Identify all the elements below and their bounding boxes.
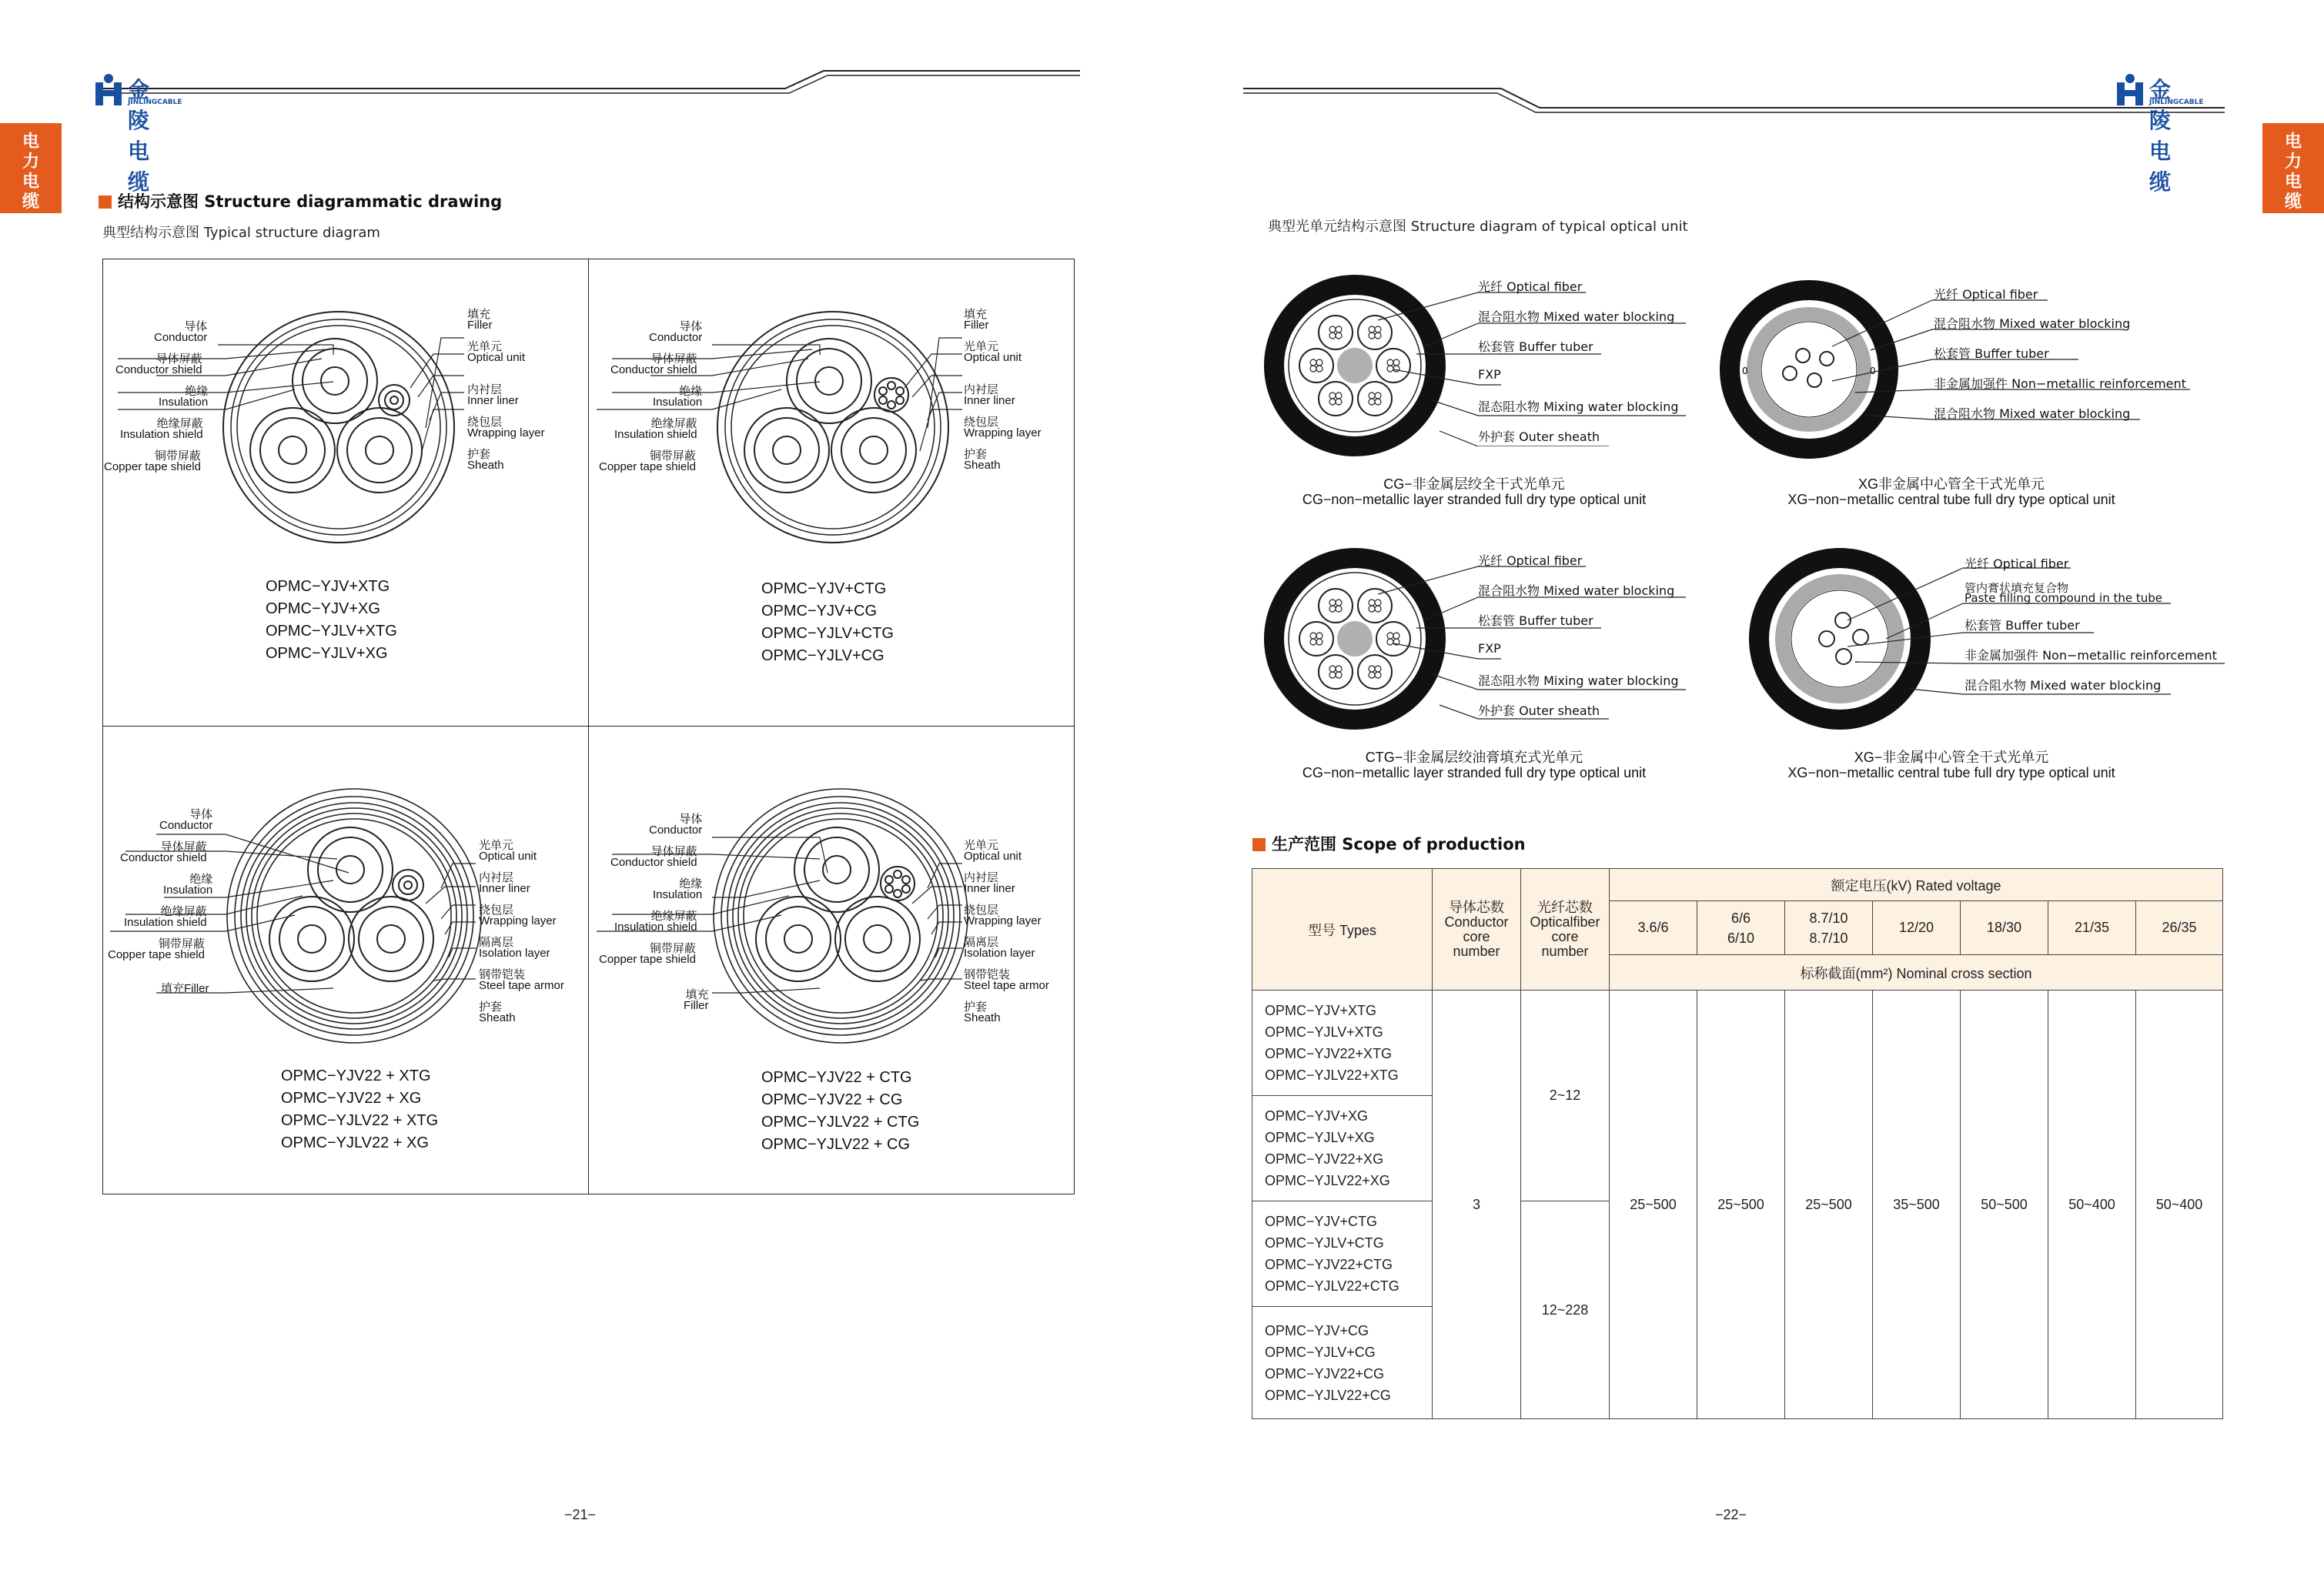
section-marker [1252,838,1266,851]
model-list: OPMC−YJV22 + XTG OPMC−YJV22 + XG OPMC−YJLV22 + XTG OPMC−YJLV22 + XG [281,1067,439,1151]
leader-lines [1355,277,1694,446]
label-optical-unit: 光单元 Optical unit [964,340,1022,364]
label-steel-tape-armor: 钢带铠装 Steel tape armor [479,968,564,992]
range-18-30: 50~500 [1961,991,2048,1419]
optical-unit-caption: XG非金属中心管全干式光单元 XG−non−metallic central tube full dry type optical unit [1787,476,2115,507]
label-copper-tape-shield: 铜带屏蔽 Copper tape shield [104,449,201,473]
label-filler: 填充 Filler [467,308,493,332]
label-conductor-shield: 导体屏蔽 Conductor shield [115,352,202,376]
label-conductor: 导体 Conductor [649,813,703,837]
label-fxp: FXP [1478,641,1501,656]
label-mixed-water-blocking: 混合阻水物 Mixed water blocking [1965,678,2162,693]
label-mixed-water-blocking: 混合阻水物 Mixed water blocking [1478,583,1675,598]
range-6-6: 25~500 [1697,991,1785,1419]
label-conductor: 导体 Conductor [159,808,213,832]
optical-unit-caption: XG−非金属中心管全干式光单元 XG−non−metallic central tube full dry type optical unit [1787,750,2115,780]
label-paste-filling-cn: 管内膏状填充复合物 [1965,581,2069,595]
label-buffer-tuber: 松套管 Buffer tuber [1934,346,2049,361]
header-conductor-cores: 导体芯数 Conductor core number [1433,869,1521,991]
header-nominal-cross-section: 标称截面(mm²) Nominal cross section [1610,955,2223,991]
label-conductor-shield: 导体屏蔽 Conductor shield [610,352,697,376]
label-fxp: FXP [1478,367,1501,382]
types-group-cg: OPMC−YJV+CG OPMC−YJLV+CG OPMC−YJV22+CG OPMC−YJLV22+CG [1252,1307,1433,1419]
label-optical-unit: 光单元 Optical unit [479,839,537,863]
label-outer-sheath: 外护套 Outer sheath [1478,703,1600,718]
voltage-21-35: 21/35 [2048,901,2136,955]
label-inner-liner: 内衬层 Inner liner [467,383,519,407]
label-insulation-shield: 绝缘屏蔽 Insulation shield [614,910,697,934]
label-insulation-shield: 绝缘屏蔽 Insulation shield [120,417,203,441]
label-inner-liner: 内衬层 Inner liner [964,871,1015,895]
model-list: OPMC−YJV+CTG OPMC−YJV+CG OPMC−YJLV+CTG OPMC−YJLV+CG [761,580,894,664]
label-copper-tape-shield: 铜带屏蔽 Copper tape shield [599,449,696,473]
label-sheath: 护套 Sheath [964,448,1001,472]
page-number-right: −22− [1715,1507,1747,1522]
brand-name-en: JINLINGCABLE [2149,99,2204,106]
label-conductor: 导体 Conductor [649,320,703,344]
label-insulation-shield: 绝缘屏蔽 Insulation shield [124,905,207,929]
label-insulation: 绝缘 Insulation [159,385,209,409]
label-sheath: 护套 Sheath [964,1001,1001,1024]
fiber-cores-2-12: 2~12 [1521,991,1610,1201]
side-tab-left: 电力电缆 [0,123,62,213]
label-mixed-water-blocking: 混合阻水物 Mixed water blocking [1478,309,1675,324]
label-optical-unit: 光单元 Optical unit [964,839,1022,863]
label-buffer-tuber: 松套管 Buffer tuber [1965,618,2080,633]
label-non-metallic-reinforcement: 非金属加强件 Non−metallic reinforcement [1965,648,2217,663]
logo-icon [2115,73,2146,107]
brand-name-en: JINLINGCABLE [128,99,182,106]
fiber-cores-12-228: 12~228 [1521,1201,1610,1419]
label-conductor: 导体 Conductor [154,320,208,344]
voltage-26-35: 26/35 [2136,901,2223,955]
label-optical-fiber: 光纤 Optical fiber [1478,553,1583,568]
brand-name: 金陵电缆 [2149,77,2172,195]
label-filler: 填充 Filler [964,308,989,332]
label-insulation-shield: 绝缘屏蔽 Insulation shield [614,417,697,441]
label-sheath: 护套 Sheath [467,448,504,472]
label-sheath: 护套 Sheath [479,1001,516,1024]
label-mixing-water-blocking: 混态阻水物 Mixing water blocking [1478,673,1679,688]
svg-text:0: 0 [1870,366,1876,376]
label-steel-tape-armor: 钢带铠装 Steel tape armor [964,968,1049,992]
structure-subtitle: 典型结构示意图 Typical structure diagram [102,225,380,241]
range-21-35: 50~400 [2048,991,2136,1419]
optical-unit-caption: CTG−非金属层绞油膏填充式光单元 CG−non−metallic layer stranded full dry type optical unit [1302,750,1647,780]
label-inner-liner: 内衬层 Inner liner [964,383,1015,407]
label-conductor-shield: 导体屏蔽 Conductor shield [610,845,697,869]
voltage-12-20: 12/20 [1873,901,1961,955]
label-wrapping-layer: 绕包层 Wrapping layer [964,904,1042,927]
conductor-cores-value: 3 [1433,991,1521,1419]
types-group-xtg: OPMC−YJV+XTG OPMC−YJLV+XTG OPMC−YJV22+XTG OPMC−YJLV22+XTG [1252,991,1433,1096]
label-copper-tape-shield: 铜带屏蔽 Copper tape shield [599,942,696,966]
range-8-7-10: 25~500 [1785,991,1873,1419]
label-copper-tape-shield: 铜带屏蔽 Copper tape shield [108,937,205,961]
label-conductor-shield: 导体屏蔽 Conductor shield [120,840,207,864]
label-filler: 填充 Filler [684,988,709,1012]
label-insulation: 绝缘 Insulation [163,873,213,897]
voltage-3-6-6: 3.6/6 [1610,901,1697,955]
model-list: OPMC−YJV22 + CTG OPMC−YJV22 + CG OPMC−YJLV22 + CTG OPMC−YJLV22 + CG [761,1069,920,1153]
svg-text:0: 0 [1742,366,1748,376]
page-number-left: −21− [564,1507,597,1522]
label-outer-sheath: 外护套 Outer sheath [1478,429,1600,444]
optical-unit-title: 典型光单元结构示意图 Structure diagram of typical optical unit [1268,219,1688,235]
header-rule [0,0,2324,123]
label-mixed-water-blocking-2: 混合阻水物 Mixed water blocking [1934,406,2131,421]
header-rated-voltage: 额定电压(kV) Rated voltage [1610,869,2223,901]
label-wrapping-layer: 绕包层 Wrapping layer [479,904,557,927]
logo-icon [94,73,125,107]
label-filler: 填充Filler [161,982,209,995]
types-group-ctg: OPMC−YJV+CTG OPMC−YJLV+CTG OPMC−YJV22+CTG OPMC−YJLV22+CTG [1252,1201,1433,1307]
label-isolation-layer: 隔离层 Isolation layer [964,936,1035,960]
header-fiber-cores: 光纤芯数 Opticalfiber core number [1521,869,1610,991]
label-mixing-water-blocking: 混态阻水物 Mixing water blocking [1478,399,1679,414]
optical-unit-caption: CG−非金属层绞全干式光单元 CG−non−metallic layer stranded full dry type optical unit [1302,476,1647,507]
label-insulation: 绝缘 Insulation [653,385,703,409]
label-wrapping-layer: 绕包层 Wrapping layer [964,416,1042,439]
scope-table [1252,868,2223,1419]
label-buffer-tuber: 松套管 Buffer tuber [1478,339,1593,354]
types-group-xg: OPMC−YJV+XG OPMC−YJLV+XG OPMC−YJV22+XG OPMC−YJLV22+XG [1252,1096,1433,1201]
label-optical-fiber: 光纤 Optical fiber [1934,287,2038,302]
range-26-35: 50~400 [2136,991,2223,1419]
structure-section-title: 结构示意图 Structure diagrammatic drawing [99,189,502,212]
label-isolation-layer: 隔离层 Isolation layer [479,936,550,960]
side-tab-right: 电力电缆 [2262,123,2324,213]
leader-lines [1355,551,1694,720]
label-paste-filling-en: Paste filling compound in the tube [1965,591,2163,605]
model-list: OPMC−YJV+XTG OPMC−YJV+XG OPMC−YJLV+XTG OPMC−YJLV+XG [266,578,397,662]
scope-section-title: 生产范围 Scope of production [1252,832,1526,855]
header-types: 型号 Types [1252,869,1433,991]
range-12-20: 35~500 [1873,991,1961,1419]
label-optical-fiber: 光纤 Optical fiber [1965,556,2069,571]
section-marker [99,195,112,209]
label-buffer-tuber: 松套管 Buffer tuber [1478,613,1593,628]
voltage-8-7-10: 8.7/10 8.7/10 [1785,901,1873,955]
brand-name: 金陵电缆 [128,77,150,195]
label-mixed-water-blocking: 混合阻水物 Mixed water blocking [1934,316,2131,331]
label-wrapping-layer: 绕包层 Wrapping layer [467,416,545,439]
voltage-6-6: 6/6 6/10 [1697,901,1785,955]
voltage-18-30: 18/30 [1961,901,2048,955]
label-insulation: 绝缘 Insulation [653,877,703,901]
label-optical-fiber: 光纤 Optical fiber [1478,279,1583,294]
label-non-metallic-reinforcement: 非金属加强件 Non−metallic reinforcement [1934,376,2186,391]
range-3-6-6: 25~500 [1610,991,1697,1419]
label-inner-liner: 内衬层 Inner liner [479,871,530,895]
label-optical-unit: 光单元 Optical unit [467,340,526,364]
